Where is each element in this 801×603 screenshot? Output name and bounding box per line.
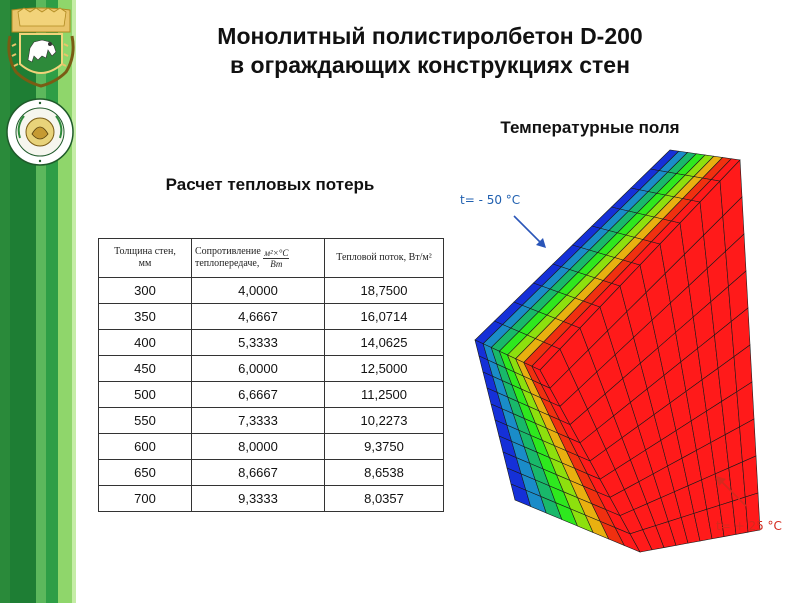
cell-resistance: 8,6667	[192, 460, 325, 486]
cell-resistance: 4,6667	[192, 304, 325, 330]
resistance-unit-numerator: м²×°С	[264, 247, 289, 258]
cell-resistance: 9,3333	[192, 486, 325, 512]
cell-flux: 11,2500	[325, 382, 444, 408]
header-thickness-line-2: мм	[138, 258, 152, 269]
coat-of-arms-icon	[6, 6, 76, 88]
cell-resistance: 7,3333	[192, 408, 325, 434]
cell-flux: 12,5000	[325, 356, 444, 382]
cell-resistance: 4,0000	[192, 278, 325, 304]
cell-flux: 18,7500	[325, 278, 444, 304]
stripe	[0, 0, 10, 603]
heat-loss-table	[98, 238, 444, 512]
cell-thickness: 550	[99, 408, 192, 434]
title-line-2: в ограждающих конструкциях стен	[230, 52, 630, 78]
cell-flux: 9,3750	[325, 434, 444, 460]
cell-resistance: 6,6667	[192, 382, 325, 408]
cell-flux: 10,2273	[325, 408, 444, 434]
table-row	[99, 408, 444, 434]
cell-thickness: 300	[99, 278, 192, 304]
resistance-unit-denominator: Вт	[270, 258, 283, 269]
front-face-cell	[740, 419, 756, 462]
cell-resistance: 8,0000	[192, 434, 325, 460]
cell-flux: 14,0625	[325, 330, 444, 356]
stripe	[58, 0, 72, 603]
table-row	[99, 304, 444, 330]
cold-arrow-icon	[510, 212, 550, 252]
cell-resistance: 6,0000	[192, 356, 325, 382]
university-seal-icon	[6, 98, 74, 166]
header-resistance-line-2: теплопередаче,	[195, 258, 260, 269]
cell-thickness: 600	[99, 434, 192, 460]
page-title	[140, 22, 720, 80]
hot-temperature-label: t= + 25 °C	[716, 519, 782, 533]
header-resistance	[192, 239, 325, 278]
header-resistance-line-1: Сопротивление	[195, 246, 261, 257]
hot-arrow-icon	[712, 472, 752, 512]
table-row	[99, 460, 444, 486]
header-flux: Тепловой поток, Вт/м²	[325, 239, 444, 278]
cell-thickness: 700	[99, 486, 192, 512]
header-thickness	[99, 239, 192, 278]
cell-thickness: 350	[99, 304, 192, 330]
table-row	[99, 356, 444, 382]
cell-flux: 8,6538	[325, 460, 444, 486]
side-stripes	[0, 0, 76, 603]
resistance-unit-fraction	[263, 248, 289, 269]
header-thickness-line-1: Толщина стен,	[114, 246, 176, 257]
cell-thickness: 500	[99, 382, 192, 408]
cell-thickness: 400	[99, 330, 192, 356]
table-body	[99, 278, 444, 512]
table-row	[99, 486, 444, 512]
table-header-row	[99, 239, 444, 278]
stripe	[46, 0, 58, 603]
cell-thickness: 450	[99, 356, 192, 382]
cell-thickness: 650	[99, 460, 192, 486]
cell-resistance: 5,3333	[192, 330, 325, 356]
cell-flux: 8,0357	[325, 486, 444, 512]
cold-temperature-label: t= - 50 °C	[460, 193, 521, 207]
table-row	[99, 330, 444, 356]
heat-loss-title: Расчет тепловых потерь	[165, 175, 375, 194]
title-line-1: Монолитный полистиролбетон D-200	[217, 23, 643, 49]
temperature-fields-title: Температурные поля	[500, 118, 680, 137]
stripe	[36, 0, 46, 603]
stripe	[72, 0, 76, 603]
cell-flux: 16,0714	[325, 304, 444, 330]
table-row	[99, 278, 444, 304]
table-row	[99, 382, 444, 408]
stripe	[10, 0, 36, 603]
table-row	[99, 434, 444, 460]
